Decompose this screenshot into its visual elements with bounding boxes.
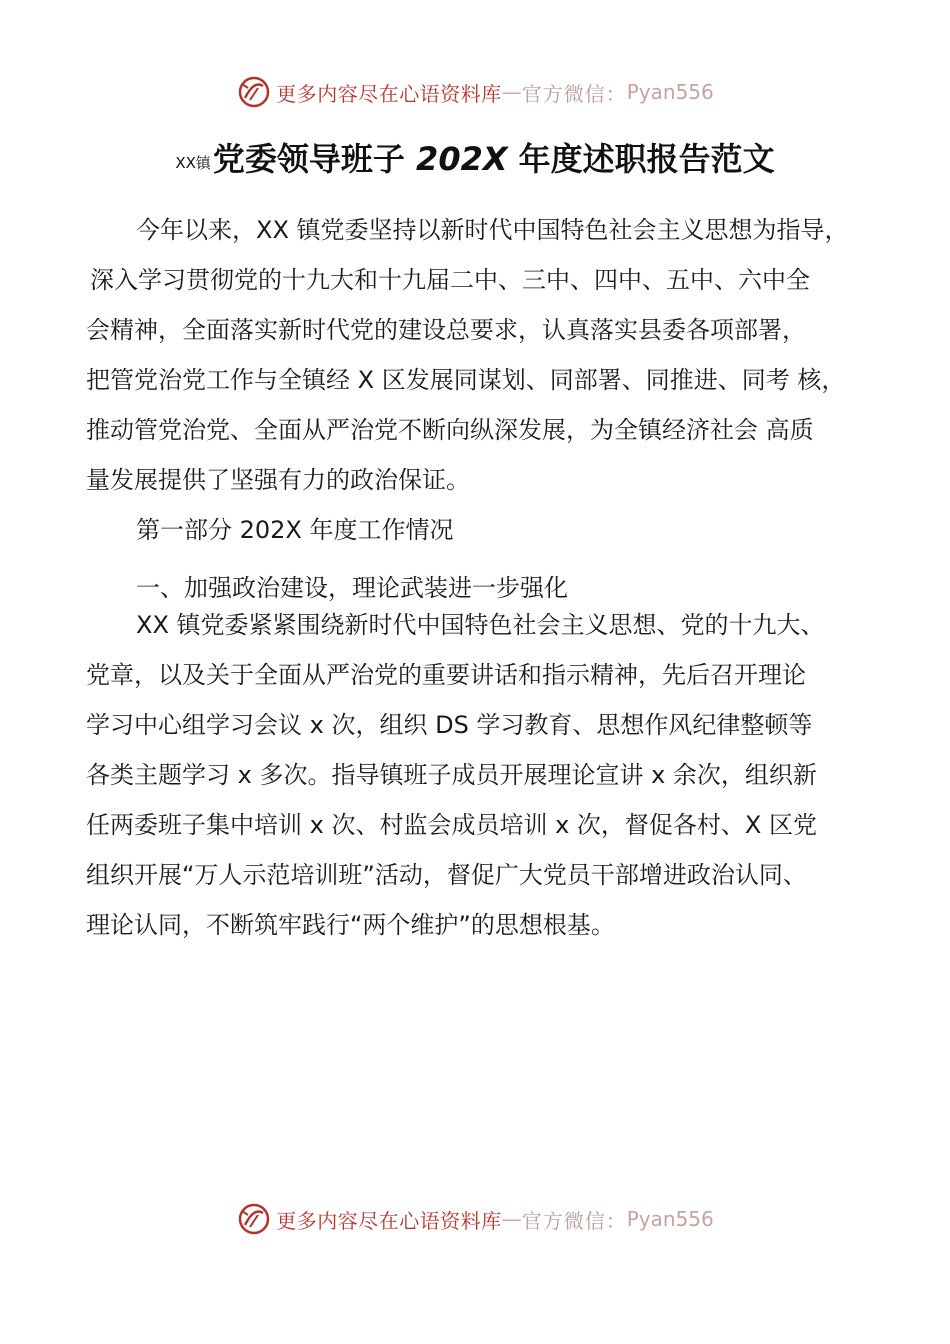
watermark-sub-text: 官方微信： bbox=[521, 81, 627, 106]
title-prefix: XX镇 bbox=[175, 154, 211, 172]
paragraph-line: 任两委班子集中培训 x 次、村监会成员培训 x 次，督促各村、X 区党 bbox=[86, 811, 817, 839]
part-heading bbox=[86, 505, 886, 555]
watermark-main-text: 更多内容尽在心语资料库 bbox=[276, 81, 502, 106]
watermark-id: Pyan556 bbox=[626, 1207, 714, 1231]
logo-icon bbox=[236, 74, 272, 110]
title-suffix: 年度述职报告范文 bbox=[507, 140, 775, 178]
watermark-separator: — bbox=[501, 80, 522, 104]
paragraph-line: 学习中心组学习会议 x 次，组织 DS 学习教育、思想作风纪律整顿等 bbox=[86, 711, 813, 739]
intro-paragraph bbox=[86, 205, 886, 505]
title-main: 党委领导班子 bbox=[212, 140, 417, 178]
paragraph-line: 各类主题学习 x 多次。指导镇班子成员开展理论宣讲 x 余次，组织新 bbox=[86, 761, 817, 789]
title-year: 202X bbox=[416, 140, 508, 178]
paragraph-line: 党章，以及关于全面从严治党的重要讲话和指示精神，先后召开理论 bbox=[86, 661, 806, 689]
paragraph-line: 量发展提供了坚强有力的政治保证。 bbox=[86, 466, 470, 494]
watermark-separator: — bbox=[501, 1207, 522, 1231]
logo-icon bbox=[236, 1201, 272, 1237]
footer-watermark bbox=[0, 1199, 950, 1239]
document-title bbox=[0, 134, 950, 180]
paragraph-line: 把管党治党工作与全镇经 X 区发展同谋划、同部署、同推进、同考 核， bbox=[86, 366, 846, 394]
watermark-sub-text: 官方微信： bbox=[521, 1208, 627, 1233]
watermark-id: Pyan556 bbox=[626, 80, 714, 104]
section-body-paragraph bbox=[86, 600, 886, 950]
section-heading-text: 一、加强政治建设，理论武装进一步强化 bbox=[136, 574, 568, 602]
paragraph-line: 深入学习贯彻党的十九大和十九届二中、三中、四中、五中、六中全 bbox=[90, 266, 810, 294]
paragraph-line: 理论认同，不断筑牢践行“两个维护”的思想根基。 bbox=[86, 911, 615, 939]
part-heading-text: 第一部分 202X 年度工作情况 bbox=[136, 516, 454, 544]
paragraph-line: 今年以来，XX 镇党委坚持以新时代中国特色社会主义思想为指导， bbox=[136, 216, 849, 244]
paragraph-line: 组织开展“万人示范培训班”活动，督促广大党员干部增进政治认同、 bbox=[86, 861, 807, 889]
watermark-main-text: 更多内容尽在心语资料库 bbox=[276, 1208, 502, 1233]
paragraph-line: XX 镇党委紧紧围绕新时代中国特色社会主义思想、党的十九大、 bbox=[136, 611, 825, 639]
paragraph-line: 推动管党治党、全面从严治党不断向纵深发展，为全镇经济社会 高质 bbox=[86, 416, 814, 444]
header-watermark bbox=[0, 72, 950, 112]
paragraph-line: 会精神，全面落实新时代党的建设总要求，认真落实县委各项部署， bbox=[86, 316, 806, 344]
